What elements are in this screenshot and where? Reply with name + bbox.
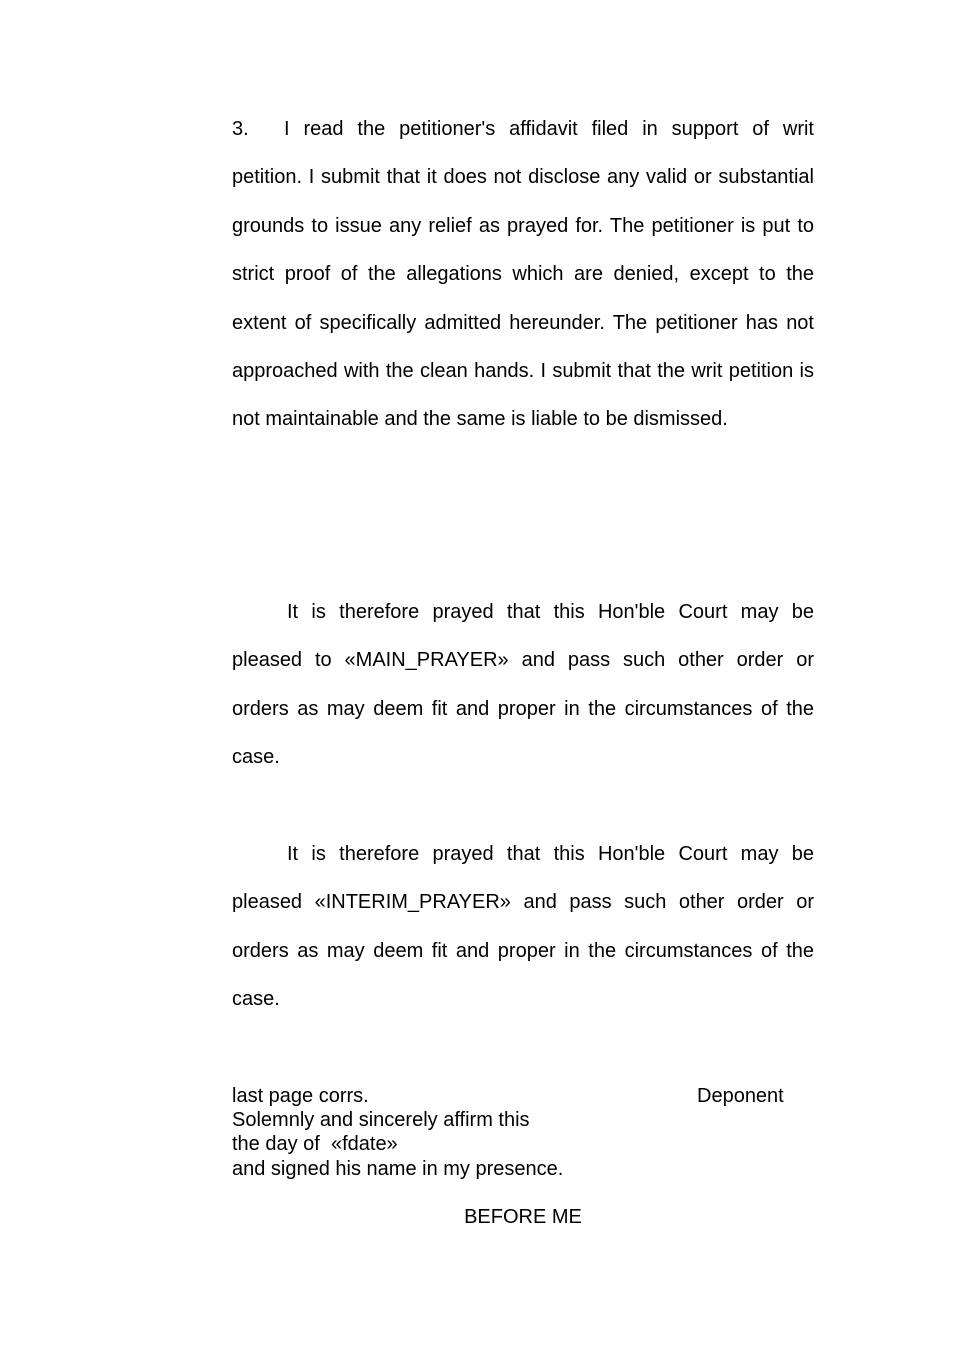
main-prayer-paragraph: It is therefore prayed that this Hon'ble Court may be pleased to «MAIN_PRAYER» and pass such other order or orders as may deem fit and proper in the circumstances of the case. bbox=[232, 601, 814, 769]
interim-prayer-paragraph: It is therefore prayed that this Hon'ble Court may be pleased «INTERIM_PRAYER» and pass such other order or orders as may deem fit and proper in the circumstances of the case. bbox=[232, 843, 814, 1011]
before-me-label: BEFORE ME bbox=[464, 1206, 582, 1228]
solemnly-affirm-line: Solemnly and sincerely affirm this bbox=[232, 1109, 530, 1132]
paragraph-3-text: I read the petitioner's affidavit filed in support of writ petition. I submit that it does not disclose any valid or substantial grounds to issue any relief as prayed for. The petitioner is put to strict proof of the allegations which are denied, except to the extent of specifically admitted hereunder. The petitioner has not approached with the clean hands. I submit that the writ petition is not maintainable and the same is liable to be dismissed. bbox=[232, 118, 814, 431]
deponent-label: Deponent bbox=[697, 1085, 784, 1107]
paragraph-number: 3. bbox=[232, 118, 249, 140]
date-line: the day of «fdate» bbox=[232, 1133, 398, 1156]
signed-presence-line: and signed his name in my presence. bbox=[232, 1157, 564, 1180]
paragraph-3 bbox=[232, 105, 814, 444]
last-page-corrs: last page corrs. bbox=[232, 1085, 369, 1107]
